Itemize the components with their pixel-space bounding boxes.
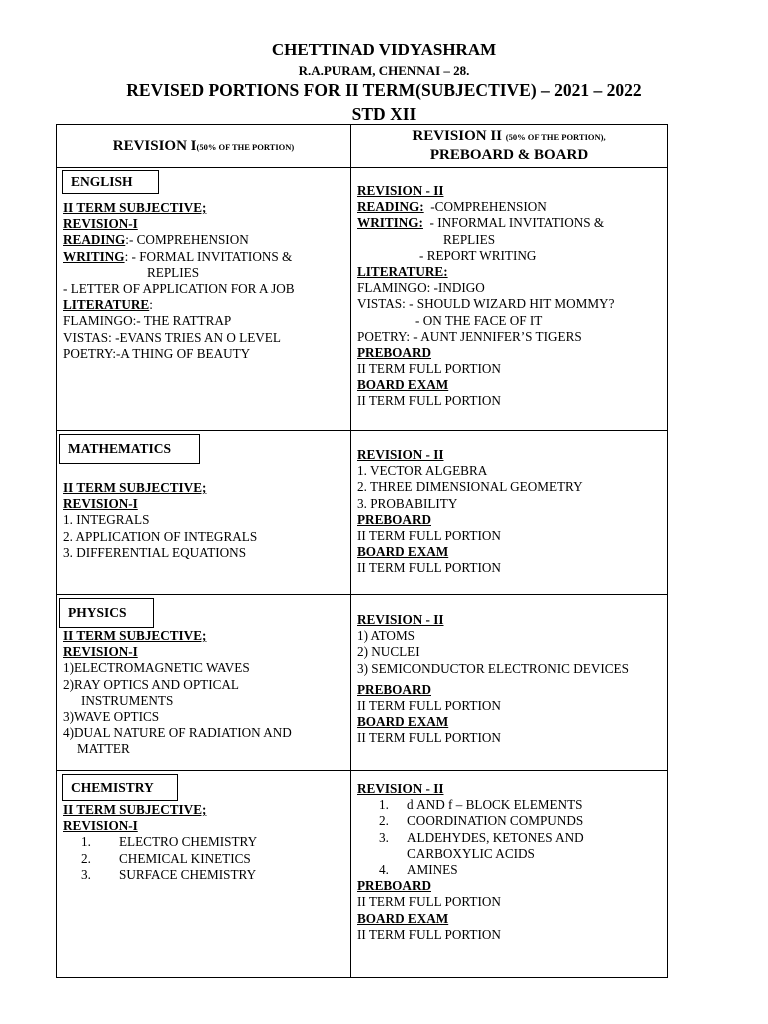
english-writing-continued: REPLIES (147, 264, 200, 280)
list-text: ALDEHYDES, KETONES AND (407, 829, 584, 845)
revision-1-note: (50% OF THE PORTION) (196, 142, 295, 152)
subject-label-chemistry: CHEMISTRY (62, 774, 178, 801)
list-item: 2. THREE DIMENSIONAL GEOMETRY (357, 479, 583, 495)
physics-term-heading: II TERM SUBJECTIVE; (63, 628, 207, 643)
english-reading-text: -COMPREHENSION (423, 199, 547, 215)
english-writing-label: WRITING (63, 248, 125, 264)
revision-2-note: (50% OF THE PORTION), (505, 132, 606, 142)
list-number: 1. (379, 797, 389, 813)
english-literature-label: LITERATURE: (357, 263, 448, 279)
chemistry-revision-2-heading: REVISION - II (357, 781, 444, 796)
physics-preboard-label: PREBOARD (357, 681, 431, 697)
english-flamingo-item: FLAMINGO: -INDIGO (357, 280, 485, 296)
list-item (357, 797, 584, 813)
chemistry-revision-1 (63, 802, 257, 883)
subject-label-mathematics: MATHEMATICS (59, 434, 200, 464)
list-number: 1. (81, 834, 91, 850)
list-text: COORDINATION COMPUNDS (407, 813, 584, 829)
list-text: ELECTRO CHEMISTRY (119, 834, 258, 850)
row-divider (57, 430, 667, 431)
physics-revision-2-heading: REVISION - II (357, 612, 444, 627)
list-item-continued: INSTRUMENTS (81, 692, 174, 708)
revision-1-header (57, 137, 350, 156)
list-item-continued: CARBOXYLIC ACIDS (407, 845, 535, 861)
list-item: 4)DUAL NATURE OF RADIATION AND (63, 725, 292, 741)
list-item (357, 830, 584, 846)
mathematics-preboard-label: PREBOARD (357, 511, 431, 527)
english-revision-2 (357, 183, 614, 410)
english-literature-colon: : (149, 297, 153, 313)
english-vistas-item: VISTAS: - SHOULD WIZARD HIT MOMMY? (357, 296, 615, 312)
english-writing-continued: REPLIES (443, 231, 496, 247)
list-item: 2) NUCLEI (357, 644, 420, 660)
row-divider (57, 167, 667, 168)
list-item: 1)ELECTROMAGNETIC WAVES (63, 660, 250, 676)
portions-table (56, 124, 668, 978)
english-revision-2-heading: REVISION - II (357, 183, 444, 198)
revision-1-title: REVISION I (112, 138, 197, 154)
physics-board-label: BOARD EXAM (357, 714, 449, 730)
row-divider (57, 594, 667, 595)
mathematics-preboard-text: II TERM FULL PORTION (357, 527, 501, 543)
list-item (63, 867, 257, 883)
english-flamingo-item: FLAMINGO:- THE RATTRAP (63, 313, 232, 329)
english-writing-text: - INFORMAL INVITATIONS & (422, 215, 605, 231)
english-vistas-item: VISTAS: -EVANS TRIES AN O LEVEL (63, 329, 281, 345)
row-divider (57, 770, 667, 771)
english-revision-heading: REVISION-I (63, 216, 138, 232)
subject-label-english: ENGLISH (62, 170, 159, 194)
chemistry-revision-heading: REVISION-I (63, 818, 138, 834)
chemistry-preboard-text: II TERM FULL PORTION (357, 894, 501, 910)
english-letter-item: - LETTER OF APPLICATION FOR A JOB (63, 280, 295, 296)
list-item: 2)RAY OPTICS AND OPTICAL (63, 676, 239, 692)
list-text: AMINES (407, 861, 458, 877)
chemistry-board-label: BOARD EXAM (357, 910, 449, 926)
mathematics-term-heading: II TERM SUBJECTIVE; (63, 480, 207, 495)
list-number: 2. (379, 813, 389, 829)
mathematics-board-text: II TERM FULL PORTION (357, 560, 501, 576)
english-board-label: BOARD EXAM (357, 377, 449, 393)
mathematics-board-label: BOARD EXAM (357, 544, 449, 560)
chemistry-term-heading: II TERM SUBJECTIVE; (63, 802, 207, 817)
list-item-continued: MATTER (77, 741, 130, 757)
list-item (357, 862, 584, 878)
school-name: CHETTINAD VIDYASHRAM (271, 40, 497, 59)
english-term-heading: II TERM SUBJECTIVE; (63, 200, 207, 215)
list-item (63, 851, 257, 867)
mathematics-revision-2-heading: REVISION - II (357, 447, 444, 462)
english-preboard-label: PREBOARD (357, 344, 431, 360)
chemistry-revision-2 (357, 781, 584, 943)
list-item: 1) ATOMS (357, 628, 416, 644)
physics-revision-2 (357, 612, 629, 747)
mathematics-revision-heading: REVISION-I (63, 496, 138, 512)
english-preboard-text: II TERM FULL PORTION (357, 361, 501, 377)
physics-revision-1 (63, 628, 292, 758)
list-item: 3)WAVE OPTICS (63, 708, 160, 724)
english-poetry-item: POETRY:-A THING OF BEAUTY (63, 345, 251, 361)
page-title: REVISED PORTIONS FOR II TERM(SUBJECTIVE) – 2021 – 2022 (126, 80, 642, 100)
english-reading-text: :- COMPREHENSION (125, 232, 249, 248)
english-reading-label: READING: (357, 199, 424, 215)
english-writing-text: : - FORMAL INVITATIONS & (124, 248, 293, 264)
list-item: 3) SEMICONDUCTOR ELECTRONIC DEVICES (357, 660, 629, 676)
mathematics-revision-1 (63, 480, 257, 561)
list-number: 3. (379, 829, 389, 845)
list-item: 1. VECTOR ALGEBRA (357, 463, 488, 479)
english-reading-label: READING (63, 232, 126, 248)
list-item: 3. PROBABILITY (357, 495, 458, 511)
english-poetry-item: POETRY: - AUNT JENNIFER’S TIGERS (357, 328, 582, 344)
list-text: SURFACE CHEMISTRY (119, 866, 257, 882)
revision-2-title: REVISION II (412, 128, 506, 144)
list-number: 4. (379, 861, 389, 877)
english-report-writing: - REPORT WRITING (419, 247, 537, 263)
revision-2-header (351, 127, 667, 164)
english-board-text: II TERM FULL PORTION (357, 393, 501, 409)
mathematics-revision-2 (357, 447, 583, 577)
physics-board-text: II TERM FULL PORTION (357, 730, 501, 746)
column-divider (350, 125, 351, 977)
revision-2-subtitle: PREBOARD & BOARD (429, 147, 589, 163)
list-item: 3. DIFFERENTIAL EQUATIONS (63, 544, 247, 560)
subject-label-physics: PHYSICS (59, 598, 154, 628)
chemistry-board-text: II TERM FULL PORTION (357, 926, 501, 942)
english-writing-label: WRITING: (357, 215, 423, 231)
list-item: 2. APPLICATION OF INTEGRALS (63, 528, 258, 544)
english-literature-label: LITERATURE (63, 297, 150, 313)
english-revision-1 (63, 200, 295, 362)
list-number: 2. (81, 850, 91, 866)
list-number: 3. (81, 866, 91, 882)
list-item (63, 834, 257, 850)
list-item: 1. INTEGRALS (63, 512, 150, 528)
list-text: d AND f – BLOCK ELEMENTS (407, 797, 583, 813)
chemistry-preboard-label: PREBOARD (357, 878, 431, 894)
physics-preboard-text: II TERM FULL PORTION (357, 697, 501, 713)
english-vistas-continued: - ON THE FACE OF IT (415, 312, 543, 328)
school-address: R.A.PURAM, CHENNAI – 28. (298, 63, 470, 78)
list-text: CHEMICAL KINETICS (119, 850, 251, 866)
physics-revision-heading: REVISION-I (63, 644, 138, 660)
list-item (357, 813, 584, 829)
standard-label: STD XII (351, 104, 417, 124)
